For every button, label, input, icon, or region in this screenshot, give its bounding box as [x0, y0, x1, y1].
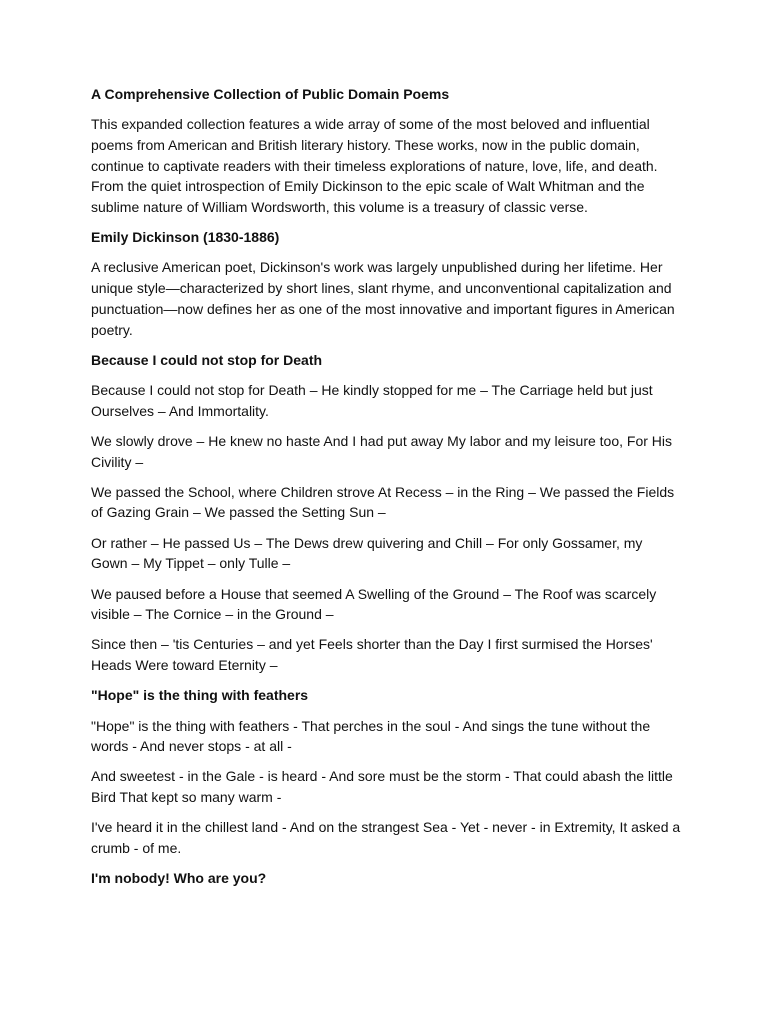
poem-title: I'm nobody! Who are you? [91, 870, 267, 887]
poem-stanza: I've heard it in the chillest land - And on the strangest Sea - Yet - never - in Extremity, It asked a crumb - of me. [91, 819, 681, 857]
poem-stanza: And sweetest - in the Gale - is heard - And sore must be the storm - That could abash the little Bird That kept so many warm - [91, 768, 673, 806]
poem-title: Because I could not stop for Death [91, 351, 323, 368]
document-page [91, 84, 681, 899]
poem-title: "Hope" is the thing with feathers [91, 687, 309, 704]
intro-paragraph: This expanded collection features a wide array of some of the most beloved and influential poems from American and British literary history. These works, now in the public domain, continue to captivate readers with their timeless explorations of nature, love, life, and death. From the quiet introspection of Emily Dickinson to the epic scale of Walt Whitman and the sublime nature of William Wordsworth, this volume is a treasury of classic verse. [91, 116, 658, 216]
poem-stanza: Or rather – He passed Us – The Dews drew quivering and Chill – For only Gossamer, my Gown – My Tippet – only Tulle – [91, 534, 643, 572]
poem-stanza: "Hope" is the thing with feathers - That perches in the soul - And sings the tune without the words - And never stops - at all - [91, 717, 651, 755]
poem-stanza: Since then – 'tis Centuries – and yet Feels shorter than the Day I first surmised the Horses' Heads Were toward Eternity – [91, 636, 653, 674]
document-title: A Comprehensive Collection of Public Domain Poems [91, 86, 450, 102]
poem-stanza: We slowly drove – He knew no haste And I had put away My labor and my leisure too, For His Civility – [91, 432, 673, 470]
author-heading: Emily Dickinson (1830-1886) [91, 229, 280, 246]
author-bio: A reclusive American poet, Dickinson's work was largely unpublished during her lifetime. Her unique style—characterized by short lines, slant rhyme, and unconventional capitalization and punctuation—now defines her as one of the most innovative and important figures in American poetry. [91, 259, 675, 338]
poem-stanza: Because I could not stop for Death – He kindly stopped for me – The Carriage held but just Ourselves – And Immortality. [91, 381, 653, 419]
poem-stanza: We paused before a House that seemed A Swelling of the Ground – The Roof was scarcely visible – The Cornice – in the Ground – [91, 585, 657, 623]
poem-stanza: We passed the School, where Children strove At Recess – in the Ring – We passed the Fields of Gazing Grain – We passed the Setting Sun – [91, 483, 675, 521]
